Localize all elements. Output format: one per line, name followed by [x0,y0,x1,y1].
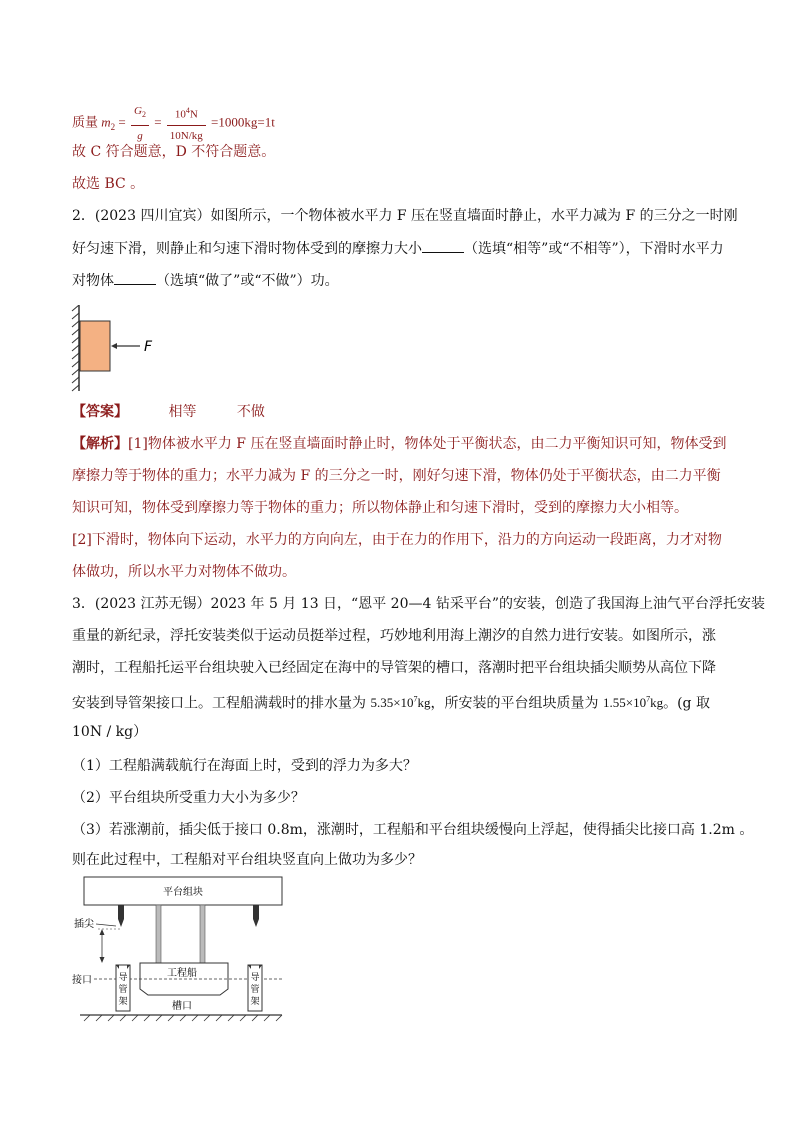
mass-subscript: 2 [110,122,116,133]
q3-line-4a: 安装到导管架接口上。工程船满载时的排水量为 [72,695,366,712]
force-arrow-head [111,343,117,349]
distance-arrow-top [100,929,105,935]
q3-sub-3a: （3）若涨潮前，插尖低于接口 0.8m，涨潮时，工程船和平台组块缓慢向上浮起，使得插尖比接口高 1.2m 。 [72,822,754,838]
q2-line-2 [72,238,724,259]
analysis-text-1: [1]物体被水平力 F 压在竖直墙面时静止时，物体处于平衡状态，由二力平衡知识可知，物体受到 [128,436,727,452]
guide-right-char-3: 架 [250,997,260,1007]
q2-answer-line [72,402,265,422]
q2-line-1: 2．(2023 四川宜宾）如图所示，一个物体被水平力 F 压在竖直墙面时静止，水平力减为 F 的三分之一时刚 [72,208,738,224]
q3-sub-1: （1）工程船满载航行在海面上时，受到的浮力为多大？ [72,758,417,774]
answer-2: 不做 [236,404,265,420]
wall-hatching [72,305,79,391]
mass-exponent: 7 [646,695,651,704]
q3-line-4 [72,690,710,713]
frac2-num-unit: N [189,108,198,121]
q2-line-3a: 对物体 [72,273,114,289]
guide-left-char-2: 管 [118,985,128,995]
mass-unit: kg [650,695,664,711]
choice-line: 故选 BC 。 [72,176,145,192]
tip-right [253,905,259,919]
analysis-line-3: 知识可知，物体受到摩擦力等于物体的重力；所以物体静止和匀速下滑时，受到的摩擦力大小相等。 [72,500,688,516]
conclusion-line: 故 C 符合题意，D 不符合题意。 [72,144,276,160]
sea-bed-hatching [84,1015,282,1021]
ship-label: 工程船 [167,968,197,979]
platform-label: 平台组块 [163,887,203,898]
mass-prefix: 质量 [72,114,99,130]
mass-formula-line [72,101,275,146]
q3-sub-2: （2）平台组块所受重力大小为多少？ [72,790,305,806]
fraction-newton-over-g [167,101,206,146]
frac-denominator: g [137,130,143,143]
analysis-line-2: 摩擦力等于物体的重力；水平力减为 F 的三分之一时，刚好匀速下滑，物体仍处于平衡状态，由二力平衡 [72,468,721,484]
mass-mantissa: 1.55×10 [603,695,647,711]
guide-right-char-2: 管 [250,985,260,995]
equals-sign: = [118,114,126,130]
force-label: F [144,339,153,355]
answer-tag: 【答案】 [72,404,128,420]
guide-left-char-1: 导 [118,973,128,983]
q2-wall-block-figure [70,305,170,393]
analysis-line-1 [72,434,726,454]
analysis-tag: 【解析】 [72,436,128,452]
frac-numerator-sub: 2 [141,110,146,120]
guide-left-char-3: 架 [118,997,128,1007]
analysis-line-4: [2]下滑时，物体向下运动，水平力的方向向左，由于在力的作用下，沿力的方向运动一段距离，力才对物 [72,532,722,548]
q3-line-4b: ，所安装的平台组块质量为 [430,695,599,712]
tip-label: 插尖 [74,919,94,930]
frac2-num-base: 10 [174,108,186,121]
mass-symbol: m [101,114,111,130]
tip-right-point [253,919,259,927]
q2-line-2a: 好匀速下滑，则静止和匀速下滑时物体受到的摩擦力大小 [72,241,422,257]
q3-platform-figure [70,875,290,1025]
distance-arrow-bottom [100,957,105,963]
q3-line-4c: 。(g 取 [663,695,710,712]
port-label: 接口 [72,975,92,986]
q2-line-3b: （选填“做了”或“不做”）功。 [156,273,339,289]
frac2-denominator: 10N/kg [169,129,203,142]
frac-numerator: G [134,105,142,117]
q3-line-2: 重量的新纪录，浮托安装类似于运动员挺举过程，巧妙地利用海上潮汐的自然力进行安装。如图所示，涨 [72,628,716,644]
support-column-right [200,905,205,967]
q2-line-3 [72,270,339,291]
mass-result: =1000kg=1t [211,114,275,130]
tip-left [118,905,124,919]
disp-unit: kg [417,695,431,711]
answer-1: 相等 [168,404,197,420]
mass-value [603,695,663,710]
q3-line-5: 10N / kg） [72,724,148,740]
q3-sub-3b: 则在此过程中，工程船对平台组块竖直向上做功为多少？ [72,852,422,868]
q3-line-1: 3．(2023 江苏无锡）2023 年 5 月 13 日，“恩平 20—4 钻采平台”的安装，创造了我国海上油气平台浮托安装 [72,596,765,612]
q3-line-3: 潮时，工程船托运平台组块驶入已经固定在海中的导管架的槽口，落潮时把平台组块插尖顺势从高位下降 [72,660,716,676]
q2-blank-1 [422,238,464,253]
guide-right-char-1: 导 [250,973,260,983]
analysis-line-5: 体做功，所以水平力对物体不做功。 [72,564,296,580]
disp-mantissa: 5.35×10 [370,695,414,711]
block [80,321,110,371]
q2-line-2b: （选填“相等”或“不相等”），下滑时水平力 [464,241,724,257]
support-column-left [156,905,161,967]
frac2-num-exp: 4 [185,106,190,116]
tip-leader [96,924,116,926]
tip-left-point [118,919,124,927]
displacement-value [370,695,430,710]
disp-exponent: 7 [413,695,418,704]
fraction-g2-over-g [131,101,149,146]
q2-blank-2 [114,270,156,285]
equals-sign-2: = [154,114,162,130]
slot-label: 槽口 [172,1001,192,1012]
